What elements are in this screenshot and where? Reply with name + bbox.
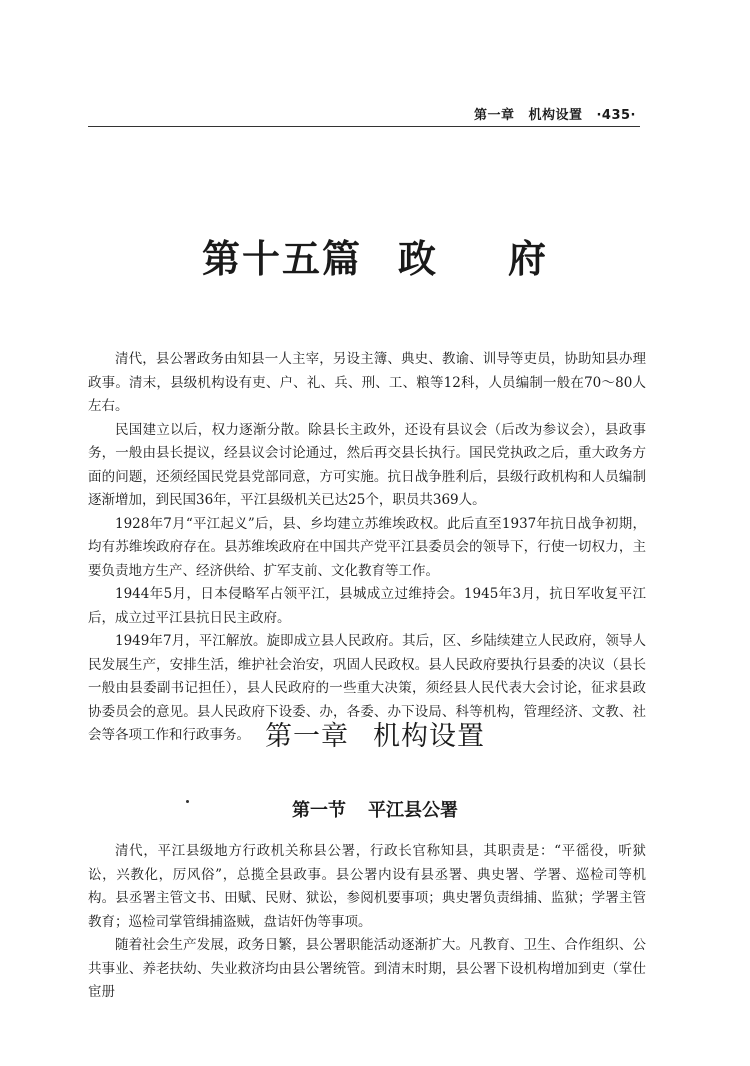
chapter-name: 机构设置 — [373, 721, 485, 752]
section-paragraph: 清代，平江县级地方行政机关称县公署，行政长官称知县，其职责是：“平徭役，听狱讼，兴教化，厉风俗”，总揽全县政事。县公署内设有县丞署、典史署、学署、巡检司等机构。县丞署主管文书、田赋、民财、狱讼，参阅机要事项；典史署负责缉捕、监狱；学署主管教育；巡检司掌管缉捕盗贼，盘诘奸伪等事项。 — [88, 843, 646, 930]
section-paragraph: 随着社会生产发展，政务日繁，县公署职能活动逐渐扩大。凡教育、卫生、合作组织、公共事业、养老扶幼、失业救济均由县公署统管。到清末时期，县公署下设机构增加到吏（掌仕宦册 — [88, 937, 646, 1000]
section-name: 平江县公署 — [368, 800, 458, 821]
chapter-title — [0, 714, 750, 753]
part-title-char-1: 政 — [397, 237, 438, 281]
header-title: 机构设置 — [528, 108, 583, 123]
part-title — [0, 228, 750, 283]
header-chapter: 第一章 — [473, 108, 515, 123]
section-text — [88, 840, 646, 1005]
intro-paragraph: 1928年7月“平江起义”后，县、乡均建立苏维埃政权。此后直至1937年抗日战争初期，均有苏维埃政府存在。县苏维埃政府在中国共产党平江县委员会的领导下，行使一切权力，主要负责地方生产、经济供给、扩军支前、文化教育等工作。 — [88, 515, 646, 579]
intro-paragraph: 清代，县公署政务由知县一人主宰，另设主簿、典史、教谕、训导等吏员，协助知县办理政事。清末，县级机构设有吏、户、礼、兵、刑、工、粮等12科，人员编制一般在70～80人左右。 — [88, 351, 646, 414]
intro-text — [88, 348, 646, 748]
section-title — [0, 796, 750, 822]
section-number: 第一节 — [292, 800, 346, 821]
intro-paragraph: 1944年5月，日本侵略军占领平江，县城成立过维持会。1945年3月，抗日军收复平江后，成立过平江县抗日民主政府。 — [88, 586, 646, 626]
part-title-char-2: 府 — [508, 237, 549, 281]
header-rule — [88, 126, 640, 127]
page-number: ·435· — [596, 108, 636, 123]
running-header — [474, 104, 636, 123]
intro-paragraph: 1949年7月，平江解放。旋即成立县人民政府。其后，区、乡陆续建立人民政府，领导人民发展生产，安排生活，维护社会治安，巩固人民政权。县人民政府要执行县委的决议（县长一般由县委副书记担任），县人民政府的一些重大决策，须经县人民代表大会讨论，征求县政协委员会的意见。县人民政府下设委、办，各委、办下设局、科等机构，管理经济、文教、社会等各项工作和行政事务。 — [88, 633, 646, 743]
chapter-number: 第一章 — [265, 721, 349, 752]
intro-paragraph: 民国建立以后，权力逐渐分散。除县长主政外，还设有县议会（后改为参议会），县政事务，一般由县长提议，经县议会讨论通过，然后再交县长执行。国民党执政之后，重大政务方面的问题，还须经国民党县党部同意，方可实施。抗日战争胜利后，县级行政机构和人员编制逐渐增加，到民国36年，平江县级机关已达25个，职员共369人。 — [88, 421, 646, 508]
part-number: 第十五篇 — [201, 237, 362, 281]
